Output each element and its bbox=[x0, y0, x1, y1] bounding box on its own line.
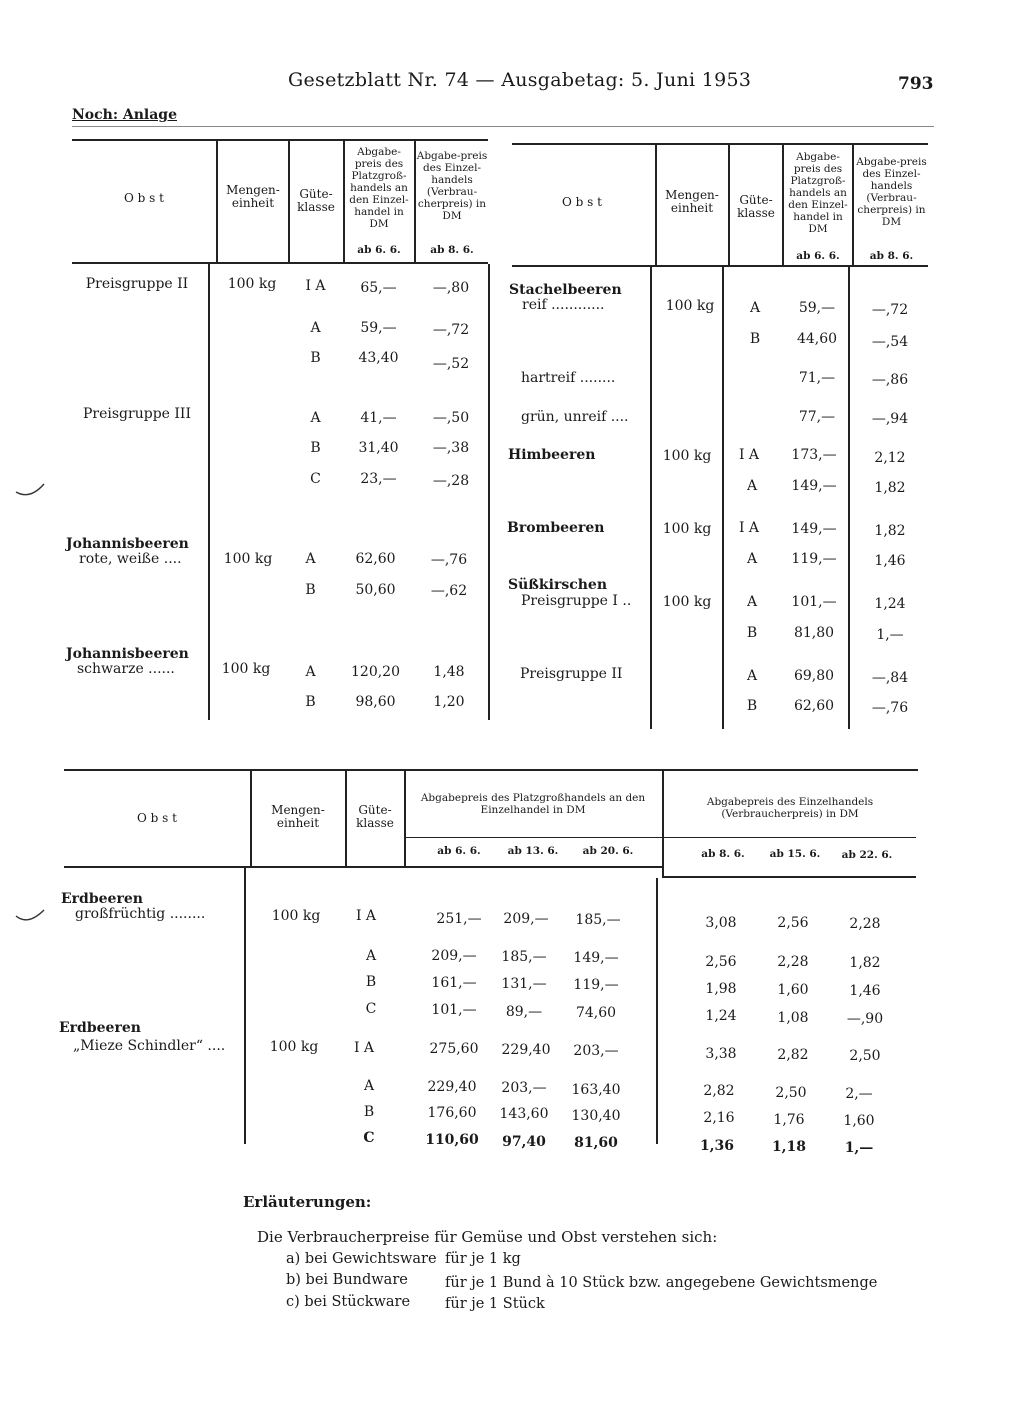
table-cell: 1,— bbox=[844, 1140, 874, 1156]
table-cell: B bbox=[749, 331, 761, 347]
table-cell: „Mieze Schindler“ .... bbox=[73, 1038, 226, 1054]
table-cell: A bbox=[746, 668, 758, 684]
table-cell: Süßkirschen bbox=[508, 577, 607, 593]
table-cell: B bbox=[746, 625, 758, 641]
table-cell: —,54 bbox=[871, 334, 909, 350]
table-cell: A bbox=[746, 594, 758, 610]
table-cell: Johannisbeeren bbox=[66, 646, 189, 662]
table-cell: 1,98 bbox=[705, 981, 737, 997]
table-cell: 275,60 bbox=[429, 1041, 479, 1057]
header-obst: O b s t bbox=[137, 811, 177, 825]
note-key: b) bei Bundware bbox=[286, 1272, 408, 1288]
table-cell: 2,56 bbox=[777, 915, 809, 931]
table-cell: 101,— bbox=[791, 594, 837, 610]
header-grade: Güte-klasse bbox=[297, 187, 335, 214]
table-cell: 1,08 bbox=[777, 1010, 809, 1026]
header-rule bbox=[72, 126, 934, 127]
table-cell: A bbox=[305, 551, 316, 567]
table-cell: 2,82 bbox=[703, 1083, 735, 1099]
table-cell: 1,46 bbox=[874, 553, 906, 569]
table-cell: 2,50 bbox=[775, 1085, 807, 1101]
table-cell: 97,40 bbox=[502, 1134, 546, 1150]
table-cell: 3,08 bbox=[705, 915, 737, 931]
table-cell: 71,— bbox=[798, 370, 836, 386]
table-cell: 203,— bbox=[573, 1043, 619, 1059]
table-cell: 229,40 bbox=[427, 1079, 477, 1095]
table-cell: 81,80 bbox=[793, 625, 835, 641]
table-cell: —,86 bbox=[871, 372, 909, 388]
header-retail: Abgabepreis des Einzelhandels (Verbraucherpreis) in DM bbox=[706, 796, 874, 820]
header-retail-date: ab 8. 6. bbox=[430, 244, 474, 256]
table-cell: —,72 bbox=[871, 302, 909, 318]
table-cell: grün, unreif .... bbox=[521, 409, 629, 425]
table-cell: 1,60 bbox=[777, 982, 809, 998]
table-cell: Himbeeren bbox=[508, 447, 596, 463]
table-cell: großfrüchtig ........ bbox=[75, 906, 206, 922]
table-cell: hartreif ........ bbox=[521, 370, 616, 386]
table-cell: 100 kg bbox=[221, 661, 271, 677]
table-cell: A bbox=[310, 320, 321, 336]
table-cell: 1,76 bbox=[773, 1112, 805, 1128]
header-unit: Mengen-einheit bbox=[271, 803, 325, 830]
table-cell: 23,— bbox=[360, 471, 397, 487]
table-cell: C bbox=[365, 1001, 377, 1017]
header-grade: Güte-klasse bbox=[356, 803, 394, 830]
table-cell: 65,— bbox=[360, 280, 397, 296]
table-cell: 100 kg bbox=[223, 551, 273, 567]
table-cell: 1,24 bbox=[874, 596, 906, 612]
table-cell: 149,— bbox=[791, 478, 837, 494]
section-title: Noch: Anlage bbox=[72, 107, 178, 123]
table-cell: —,80 bbox=[432, 280, 470, 296]
notes-intro: Die Verbraucherpreise für Gemüse und Obst verstehen sich: bbox=[257, 1228, 718, 1246]
table-cell: 185,— bbox=[501, 949, 547, 965]
table-cell: 74,60 bbox=[575, 1005, 617, 1021]
table-cell: 209,— bbox=[431, 948, 477, 964]
table-cell: 100 kg bbox=[662, 448, 712, 464]
table-cell: 1,48 bbox=[433, 664, 465, 680]
table-cell: 59,— bbox=[360, 320, 397, 336]
table-cell: B bbox=[365, 974, 377, 990]
table-cell: 100 kg bbox=[271, 908, 321, 924]
header-wholesale-date: ab 6. 6. bbox=[357, 244, 401, 256]
table-cell: 1,46 bbox=[849, 983, 881, 999]
table-cell: 31,40 bbox=[358, 440, 399, 456]
table-cell: Erdbeeren bbox=[61, 891, 143, 907]
notes-title: Erläuterungen: bbox=[243, 1193, 372, 1211]
table-cell: 1,18 bbox=[771, 1139, 807, 1155]
table-cell: 163,40 bbox=[571, 1082, 621, 1098]
table-cell: 130,40 bbox=[571, 1108, 621, 1124]
table-cell: —,38 bbox=[432, 440, 470, 456]
note-value: für je 1 Stück bbox=[445, 1296, 545, 1312]
header-wholesale: Abgabepreis des Platzgroßhandels an den Einzelhandel in DM bbox=[420, 792, 646, 816]
table-cell: 149,— bbox=[791, 521, 837, 537]
table-cell: B bbox=[746, 698, 758, 714]
table-cell: B bbox=[305, 694, 316, 710]
table-cell: Preisgruppe III bbox=[83, 406, 191, 422]
table-cell: I A bbox=[353, 1040, 375, 1056]
table-cell: 100 kg bbox=[662, 521, 712, 537]
header-obst: O b s t bbox=[124, 191, 164, 205]
table-cell: 43,40 bbox=[358, 350, 399, 366]
header-obst: O b s t bbox=[562, 195, 602, 209]
table-cell: 2,56 bbox=[705, 954, 737, 970]
table-cell: Preisgruppe II bbox=[520, 666, 623, 682]
table-cell: 1,20 bbox=[433, 694, 465, 710]
table-cell: 101,— bbox=[431, 1002, 477, 1018]
table-cell: Brombeeren bbox=[507, 520, 605, 536]
header-date: ab 20. 6. bbox=[582, 845, 634, 857]
table-cell: 50,60 bbox=[355, 582, 396, 598]
table-cell: A bbox=[363, 1078, 375, 1094]
table-cell: 81,60 bbox=[574, 1135, 618, 1151]
table-cell: 149,— bbox=[573, 950, 619, 966]
table-cell: rote, weiße .... bbox=[79, 551, 182, 567]
table-cell: 161,— bbox=[431, 975, 477, 991]
table-cell: A bbox=[749, 300, 761, 316]
table-cell: B bbox=[310, 350, 321, 366]
header-wholesale-date: ab 6. 6. bbox=[796, 250, 840, 262]
table-cell: 185,— bbox=[575, 912, 621, 928]
table-cell: 1,24 bbox=[705, 1008, 737, 1024]
table-cell: 229,40 bbox=[501, 1042, 551, 1058]
table-cell: 1,36 bbox=[699, 1138, 735, 1154]
table-cell: 110,60 bbox=[425, 1132, 479, 1148]
table-cell: —,52 bbox=[432, 356, 470, 372]
table-cell: 119,— bbox=[791, 551, 837, 567]
header-date: ab 22. 6. bbox=[841, 849, 893, 861]
table-cell: A bbox=[365, 948, 377, 964]
table-cell: —,84 bbox=[871, 670, 909, 686]
table-cell: 1,60 bbox=[843, 1113, 875, 1129]
table-cell: 2,— bbox=[845, 1086, 873, 1102]
header-unit: Mengen-einheit bbox=[665, 188, 719, 215]
table-cell: —,76 bbox=[430, 552, 468, 568]
table-cell: B bbox=[363, 1104, 375, 1120]
table-cell: 203,— bbox=[501, 1080, 547, 1096]
table-cell: —,50 bbox=[432, 410, 470, 426]
table-cell: A bbox=[746, 478, 758, 494]
table-cell: 2,28 bbox=[849, 916, 881, 932]
table-cell: 77,— bbox=[798, 409, 836, 425]
table-cell: A bbox=[305, 664, 316, 680]
table-cell: C bbox=[310, 471, 321, 487]
table-cell: 44,60 bbox=[796, 331, 838, 347]
table-cell: 251,— bbox=[436, 911, 482, 927]
table-cell: —,94 bbox=[871, 411, 909, 427]
table-cell: 100 kg bbox=[269, 1039, 319, 1055]
table-cell: —,62 bbox=[430, 583, 468, 599]
table-cell: 41,— bbox=[360, 410, 397, 426]
table-cell: —,90 bbox=[846, 1011, 884, 1027]
table-cell: 2,16 bbox=[703, 1110, 735, 1126]
table-cell: A bbox=[310, 410, 321, 426]
table-cell: —,72 bbox=[432, 322, 470, 338]
table-cell: 100 kg bbox=[227, 276, 277, 292]
table-cell: 62,60 bbox=[793, 698, 835, 714]
note-value: für je 1 kg bbox=[445, 1251, 521, 1267]
header-retail-date: ab 8. 6. bbox=[869, 250, 914, 262]
table-cell: 98,60 bbox=[355, 694, 396, 710]
table-cell: 143,60 bbox=[499, 1106, 549, 1122]
note-key: c) bei Stückware bbox=[286, 1294, 411, 1310]
table-cell: Preisgruppe II bbox=[85, 276, 189, 292]
table-cell: I A bbox=[305, 278, 326, 294]
table-cell: reif ............ bbox=[522, 297, 605, 313]
table-cell: 100 kg bbox=[662, 594, 712, 610]
table-cell: 2,12 bbox=[874, 450, 906, 466]
header-wholesale: Abgabe-preis des Platzgroß-handels an den Einzel-handel in DM bbox=[788, 151, 848, 235]
table-cell: B bbox=[305, 582, 316, 598]
table-cell: 69,80 bbox=[793, 668, 835, 684]
table-cell: Preisgruppe I .. bbox=[521, 593, 632, 609]
note-key: a) bei Gewichtsware bbox=[286, 1251, 437, 1267]
table-cell: Erdbeeren bbox=[59, 1020, 141, 1036]
table-cell: 1,— bbox=[876, 627, 904, 643]
table-cell: 62,60 bbox=[355, 551, 396, 567]
header-date: ab 6. 6. bbox=[437, 845, 481, 857]
margin-tick-mark bbox=[14, 478, 48, 500]
table-cell: —,76 bbox=[871, 700, 909, 716]
table-cell: 89,— bbox=[505, 1004, 543, 1020]
table-cell: 3,38 bbox=[705, 1046, 737, 1062]
table-cell: Stachelbeeren bbox=[509, 282, 622, 298]
table-cell: I A bbox=[738, 447, 760, 463]
header-grade: Güte-klasse bbox=[737, 193, 775, 220]
table-cell: C bbox=[363, 1130, 375, 1146]
table-cell: 120,20 bbox=[351, 664, 400, 680]
table-cell: 131,— bbox=[501, 976, 547, 992]
table-cell: 1,82 bbox=[874, 480, 906, 496]
table-cell: 2,50 bbox=[849, 1048, 881, 1064]
header-unit: Mengen-einheit bbox=[226, 183, 280, 210]
table-cell: 1,82 bbox=[874, 523, 906, 539]
table-cell: 1,82 bbox=[849, 955, 881, 971]
table-cell: I A bbox=[355, 908, 377, 924]
header-date: ab 13. 6. bbox=[507, 845, 559, 857]
table-cell: 173,— bbox=[791, 447, 837, 463]
table-cell: 59,— bbox=[798, 300, 836, 316]
page-header: Gesetzblatt Nr. 74 — Ausgabetag: 5. Juni 1953 bbox=[288, 69, 752, 91]
header-retail: Abgabe-preis des Einzel-handels (Verbrau-cherpreis) in DM bbox=[856, 156, 927, 228]
header-date: ab 8. 6. bbox=[701, 848, 745, 860]
table-cell: schwarze ...... bbox=[77, 661, 175, 677]
table-cell: 100 kg bbox=[665, 298, 715, 314]
table-cell: I A bbox=[738, 520, 760, 536]
table-cell: Johannisbeeren bbox=[66, 536, 189, 552]
table-cell: 209,— bbox=[503, 911, 549, 927]
page-number: 793 bbox=[898, 74, 934, 94]
table-cell: B bbox=[310, 440, 321, 456]
note-value: für je 1 Bund à 10 Stück bzw. angegebene Gewichtsmenge bbox=[445, 1275, 878, 1291]
header-retail: Abgabe-preis des Einzel-handels (Verbrau-cherpreis) in DM bbox=[416, 150, 488, 222]
table-cell: 176,60 bbox=[427, 1105, 477, 1121]
header-date: ab 15. 6. bbox=[769, 848, 821, 860]
table-cell: 119,— bbox=[573, 977, 619, 993]
margin-tick-mark bbox=[14, 906, 48, 928]
header-wholesale: Abgabe-preis des Platzgroß-handels an den Einzel-handel in DM bbox=[349, 146, 409, 230]
table-cell: 2,82 bbox=[777, 1047, 809, 1063]
table-cell: A bbox=[746, 551, 758, 567]
table-cell: —,28 bbox=[432, 473, 470, 489]
table-cell: 2,28 bbox=[777, 954, 809, 970]
